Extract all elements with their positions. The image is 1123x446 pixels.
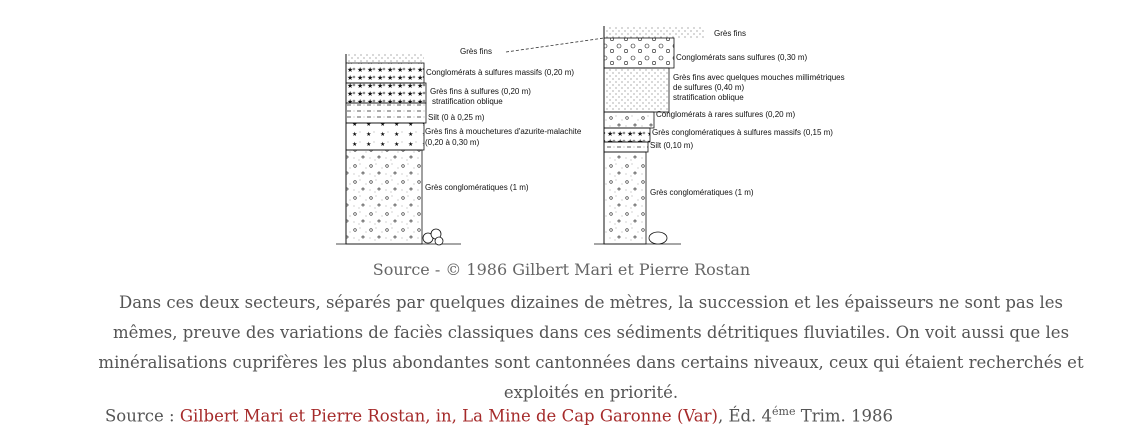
left-layer-3: Silt (0 à 0,25 m): [428, 113, 485, 122]
left-column: [336, 54, 461, 245]
body-paragraph: Dans ces deux secteurs, séparés par quelques dizaines de mètres, la succession et les épaisseurs ne sont pas les mêmes, preuve des variations de faciès classiques dans ces sédiments détritiques fluviatiles. On voit aussi que les minéralisations cuprifères les plus abondantes sont cantonnées dans certains niveaux, ceux qui étaient recherchés et exploités en priorité.: [98, 293, 1084, 402]
source-prefix: Source :: [105, 406, 180, 426]
left-layer-2b: stratification oblique: [432, 97, 503, 106]
source-line: [105, 405, 893, 426]
left-layer-1: Conglomérats à sulfures massifs (0,20 m): [426, 68, 575, 77]
right-layer-2c: stratification oblique: [673, 93, 744, 102]
figure-caption: Source - © 1986 Gilbert Mari et Pierre Rostan: [372, 260, 751, 279]
right-layer-2: Grès fins avec quelques mouches millimétriques: [673, 73, 845, 82]
stratigraphic-columns-drawing: [336, 18, 846, 252]
right-layer-4: Grès conglomératiques à sulfures massifs (0,15 m): [652, 128, 833, 137]
left-layer-5: Grès conglomératiques (1 m): [425, 183, 529, 192]
right-layer-6: Grès conglomératiques (1 m): [650, 188, 754, 197]
correlation-line: [506, 38, 604, 52]
source-edition: , Éd. 4: [717, 406, 773, 426]
right-layer-3: Conglomérats à rares sulfures (0,20 m): [656, 110, 796, 119]
stratigraphic-figure: [336, 18, 846, 252]
right-layer-2b: de sulfures (0,40 m): [673, 83, 745, 92]
source-trimester: Trim. 1986: [795, 406, 894, 426]
source-link[interactable]: Gilbert Mari et Pierre Rostan, in, La Mine de Cap Garonne (Var): [179, 406, 718, 426]
left-layer-2: Grès fins à sulfures (0,20 m): [430, 87, 531, 96]
left-layer-4b: (0,20 à 0,30 m): [425, 138, 480, 147]
left-top-label: Grès fins: [460, 47, 493, 56]
left-layer-4: Grès fins à mouchetures d'azurite-malachite: [425, 127, 582, 136]
right-top-label: Grès fins: [714, 29, 747, 38]
source-edition-sup: éme: [772, 405, 796, 418]
right-layer-5: Silt (0,10 m): [650, 141, 694, 150]
right-layer-1: Conglomérats sans sulfures (0,30 m): [676, 53, 808, 62]
